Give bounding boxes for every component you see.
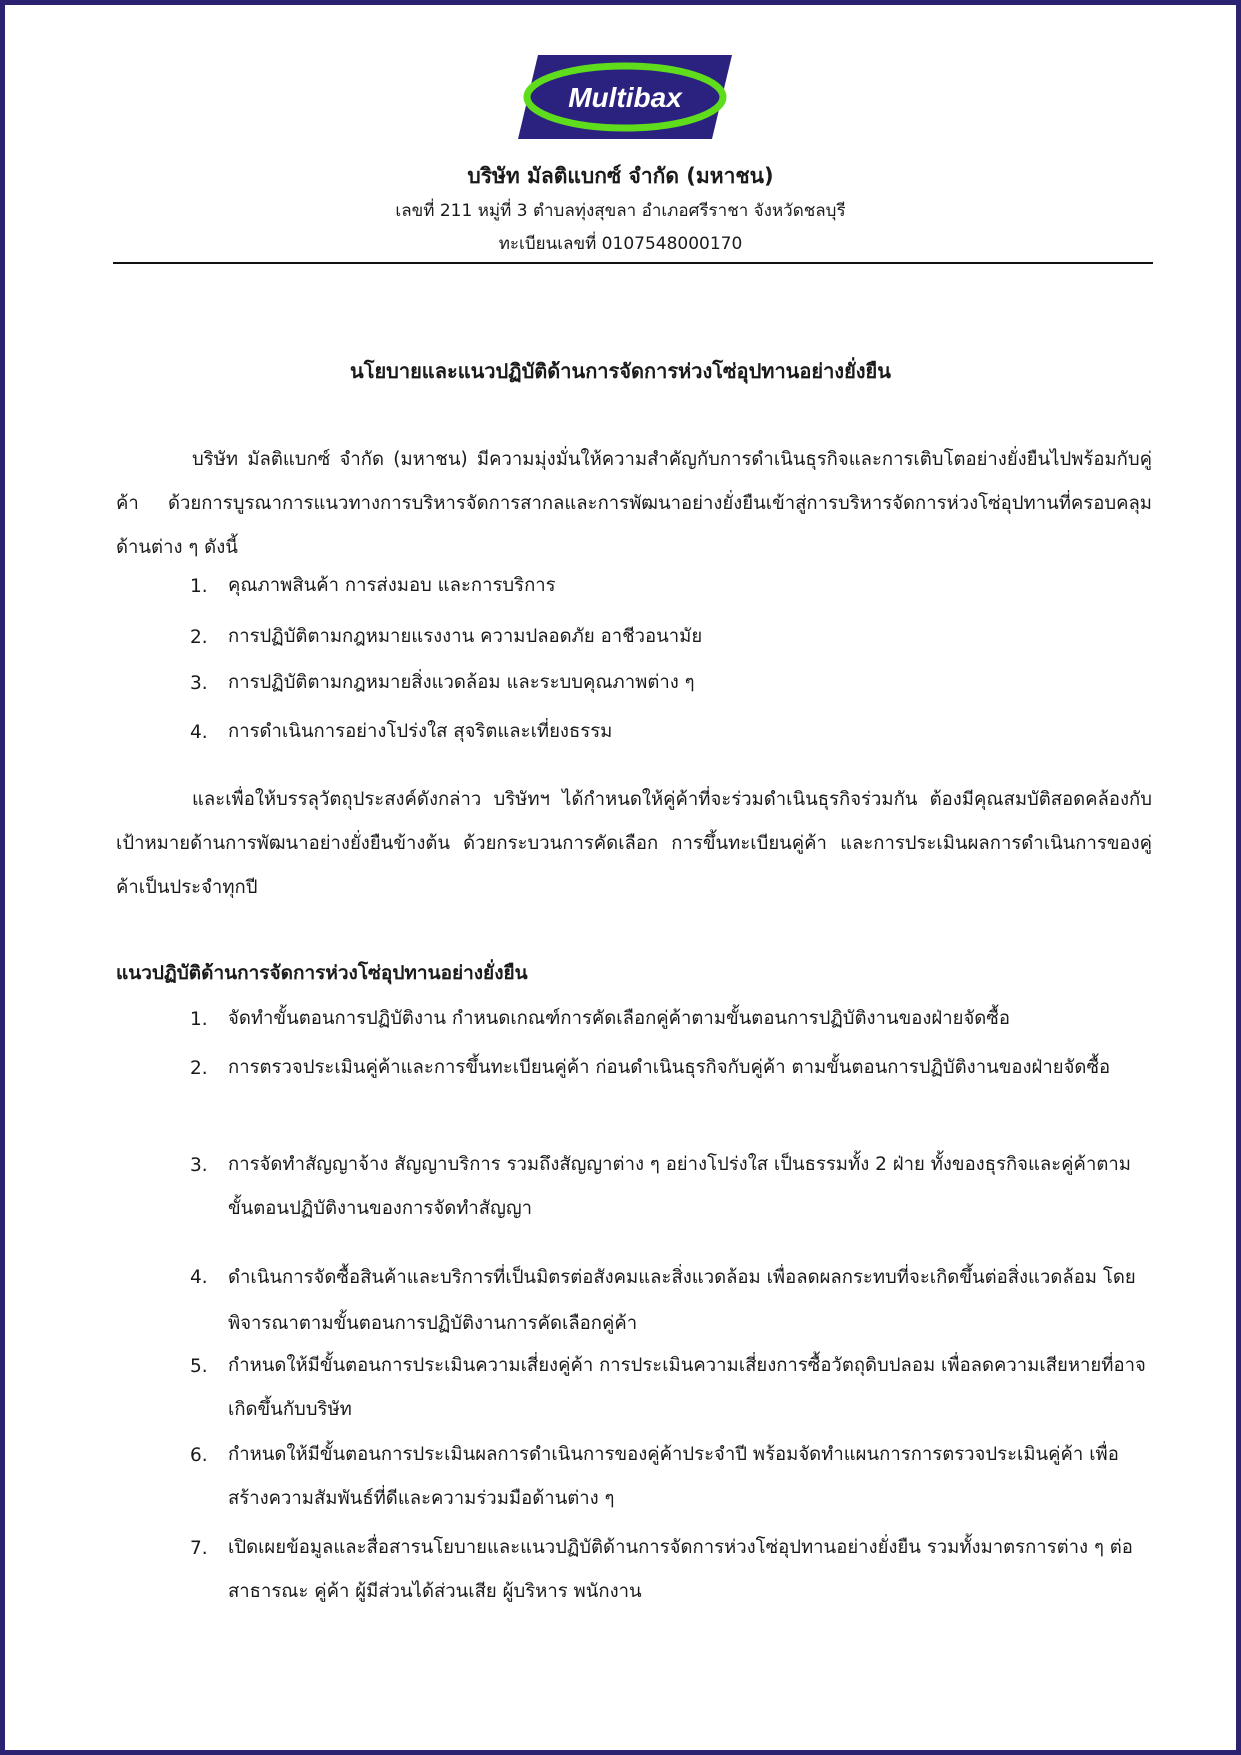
practice-item-number: 7. (190, 1538, 208, 1559)
practice-item-text: กำหนดให้มีขั้นตอนการประเมินผลการดำเนินการของคู่ค้าประจำปี พร้อมจัดทำแผนการการตรวจประเมินคู่ค้า เพื่อสร้างความสัมพันธ์ที่ดีและความร่วมมือด้านต่าง ๆ (228, 1444, 1119, 1509)
practice-item-text: การจัดทำสัญญาจ้าง สัญญาบริการ รวมถึงสัญญาต่าง ๆ อย่างโปร่งใส เป็นธรรมทั้ง 2 ฝ่าย ทั้งของธุรกิจและคู่ค้าตามขั้นตอนปฏิบัติงานของการจัดทำสัญญา (228, 1154, 1131, 1219)
intro-paragraph: บริษัท มัลติแบกซ์ จำกัด (มหาชน) มีความมุ่งมั่นให้ความสำคัญกับการดำเนินธุรกิจและการเติบโตอย่างยั่งยืนไปพร้อมกับคู่ค้า ด้วยการบูรณาการแนวทางการบริหารจัดการสากลและการพัฒนาอย่างยั่งยืนเข้าสู่การบริหารจัดการห่วงโซ่อุปทานที่ครอบคลุมด้านต่าง ๆ ดังนี้ (116, 449, 1152, 558)
scope-item-number: 3. (190, 673, 208, 694)
section-heading: แนวปฏิบัติด้านการจัดการห่วงโซ่อุปทานอย่างยั่งยืน (116, 962, 528, 984)
company-registration: ทะเบียนเลขที่ 0107548000170 (498, 234, 743, 254)
multibax-logo (518, 55, 732, 139)
practice-item-number: 1. (190, 1009, 208, 1030)
practice-item-number: 5. (190, 1356, 208, 1377)
scope-item-number: 2. (190, 627, 208, 648)
scope-item-number: 1. (190, 576, 208, 597)
company-address: เลขที่ 211 หมู่ที่ 3 ตำบลทุ่งสุขลา อำเภอศรีราชา จังหวัดชลบุรี (395, 201, 846, 221)
practice-item-number: 4. (190, 1267, 208, 1288)
practice-item-number: 3. (190, 1155, 208, 1176)
scope-item-text: การปฏิบัติตามกฎหมายสิ่งแวดล้อม และระบบคุณภาพต่าง ๆ (228, 672, 695, 693)
practice-item-text: กำหนดให้มีขั้นตอนการประเมินความเสี่ยงคู่ค้า การประเมินความเสี่ยงการซื้อวัตถุดิบปลอม เพื่อลดความเสียหายที่อาจเกิดขึ้นกับบริษัท (228, 1355, 1146, 1420)
practice-item-text: ดำเนินการจัดซื้อสินค้าและบริการที่เป็นมิตรต่อสังคมและสิ่งแวดล้อม เพื่อลดผลกระทบที่จะเกิดขึ้นต่อสิ่งแวดล้อม โดยพิจารณาตามขั้นตอนการปฏิบัติงานการคัดเลือกคู่ค้า (228, 1267, 1136, 1334)
practice-item-text: เปิดเผยข้อมูลและสื่อสารนโยบายและแนวปฏิบัติด้านการจัดการห่วงโซ่อุปทานอย่างยั่งยืน รวมทั้งมาตรการต่าง ๆ ต่อสาธารณะ คู่ค้า ผู้มีส่วนได้ส่วนเสีย ผู้บริหาร พนักงาน (228, 1537, 1133, 1602)
scope-item-text: คุณภาพสินค้า การส่งมอบ และการบริการ (228, 575, 556, 596)
practice-item-text: จัดทำขั้นตอนการปฏิบัติงาน กำหนดเกณฑ์การคัดเลือกคู่ค้าตามขั้นตอนการปฏิบัติงานของฝ่ายจัดซื้อ (228, 1008, 1010, 1029)
scope-item-text: การปฏิบัติตามกฎหมายแรงงาน ความปลอดภัย อาชีวอนามัย (228, 626, 703, 647)
scope-item-text: การดำเนินการอย่างโปร่งใส สุจริตและเที่ยงธรรม (228, 721, 613, 742)
practice-item-number: 6. (190, 1445, 208, 1466)
document-title: นโยบายและแนวปฏิบัติด้านการจัดการห่วงโซ่อุปทานอย่างยั่งยืน (350, 359, 891, 383)
practice-item-number: 2. (190, 1058, 208, 1079)
header-divider (113, 262, 1153, 264)
practice-item-text: การตรวจประเมินคู่ค้าและการขึ้นทะเบียนคู่ค้า ก่อนดำเนินธุรกิจกับคู่ค้า ตามขั้นตอนการปฏิบัติงานของฝ่ายจัดซื้อ (228, 1057, 1111, 1078)
logo-text: Multibax (568, 82, 682, 113)
company-name: บริษัท มัลติแบกซ์ จำกัด (มหาชน) (467, 164, 774, 188)
scope-item-number: 4. (190, 722, 208, 743)
selection-paragraph: และเพื่อให้บรรลุวัตถุประสงค์ดังกล่าว บริษัทฯ ได้กำหนดให้คู่ค้าที่จะร่วมดำเนินธุรกิจร่วมกัน ต้องมีคุณสมบัติสอดคล้องกับเป้าหมายด้านการพัฒนาอย่างยั่งยืนข้างต้น ด้วยกระบวนการคัดเลือก การขึ้นทะเบียนคู่ค้า และการประเมินผลการดำเนินการของคู่ค้าเป็นประจำทุกปี (116, 789, 1152, 898)
